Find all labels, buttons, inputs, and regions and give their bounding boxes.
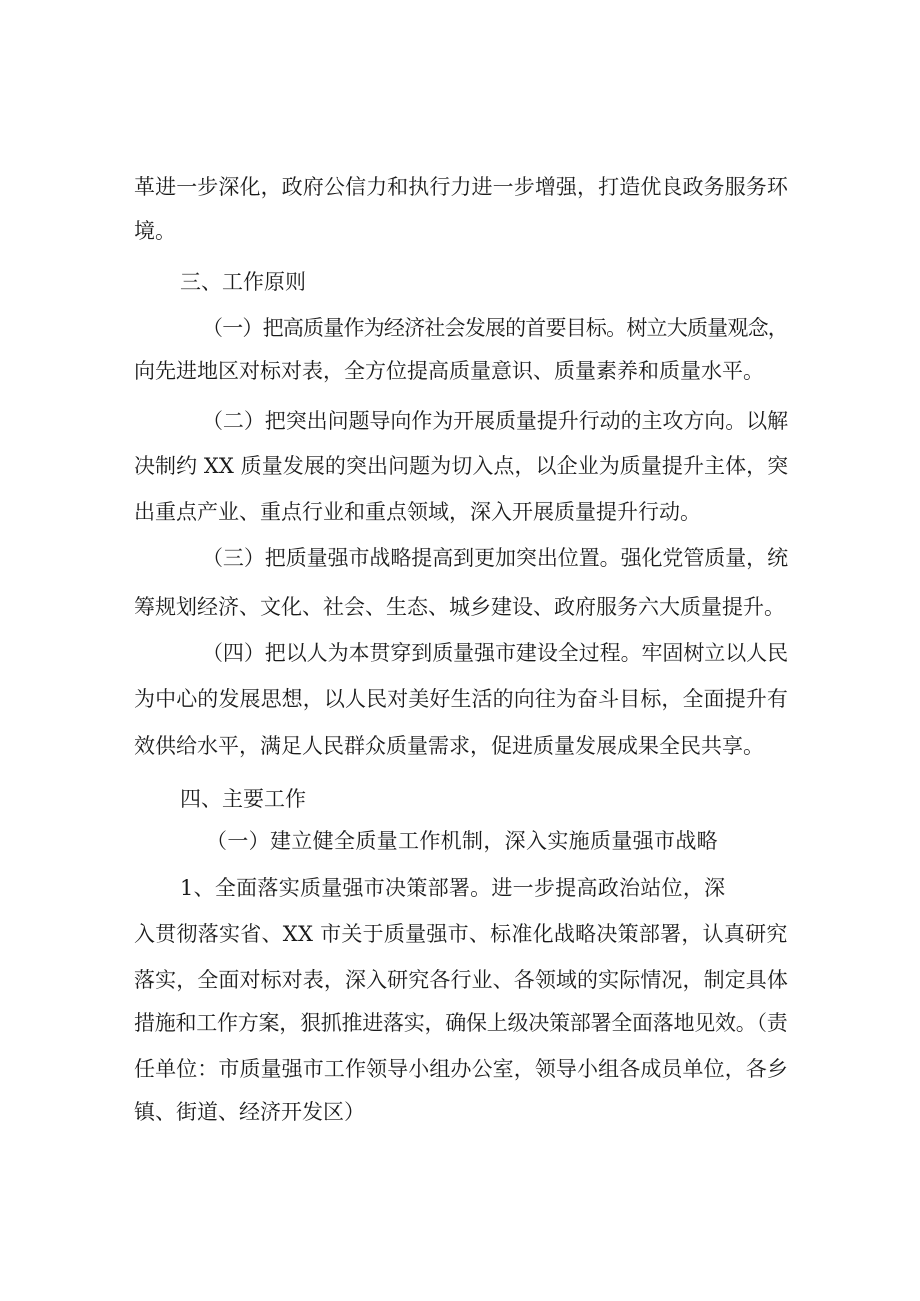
body-text-line: 措施和工作方案，狠抓推进落实，确保上级决策部署全面落地见效。（责 — [134, 1011, 788, 1035]
body-text-line: （一）把高质量作为经济社会发展的首要目标。树立大质量观念， — [202, 316, 788, 340]
body-text-line: 境。 — [134, 219, 176, 243]
body-text-line: 1、全面落实质量强市决策部署。进一步提高政治站位，深 — [180, 876, 726, 900]
body-text-line: 出重点产业、重点行业和重点领域，深入开展质量提升行动。 — [134, 500, 701, 524]
body-text-line: （二）把突出问题导向作为开展质量提升行动的主攻方向。以解 — [202, 409, 788, 433]
section-heading: 四、主要工作 — [180, 787, 306, 811]
body-text-line: 决制约 XX 质量发展的突出问题为切入点，以企业为质量提升主体，突 — [134, 454, 789, 478]
section-heading: 三、工作原则 — [180, 270, 306, 294]
body-text-line: 为中心的发展思想，以人民对美好生活的向往为奋斗目标，全面提升有 — [134, 687, 788, 711]
body-text-line: （三）把质量强市战略提高到更加突出位置。强化党管质量，统 — [202, 546, 788, 570]
body-text-line: 效供给水平，满足人民群众质量需求，促进质量发展成果全民共享。 — [134, 734, 764, 758]
body-text-line: 革进一步深化，政府公信力和执行力进一步增强，打造优良政务服务环 — [134, 175, 788, 199]
body-text-line: 镇、街道、经济开发区） — [134, 1100, 365, 1124]
body-text-line: 入贯彻落实省、XX 市关于质量强市、标准化战略决策部署，认真研究 — [134, 922, 788, 946]
body-text-line: 筹规划经济、文化、社会、生态、城乡建设、政府服务六大质量提升。 — [134, 595, 785, 619]
body-text-line: 落实，全面对标对表，深入研究各行业、各领域的实际情况，制定具体 — [134, 968, 788, 992]
body-text-line: （四）把以人为本贯穿到质量强市建设全过程。牢固树立以人民 — [202, 641, 788, 665]
body-text-line: 任单位：市质量强市工作领导小组办公室，领导小组各成员单位，各乡 — [134, 1057, 788, 1081]
body-text-line: 向先进地区对标对表，全方位提高质量意识、质量素养和质量水平。 — [134, 359, 764, 383]
subsection-heading: （一）建立健全质量工作机制，深入实施质量强市战略 — [206, 829, 718, 853]
